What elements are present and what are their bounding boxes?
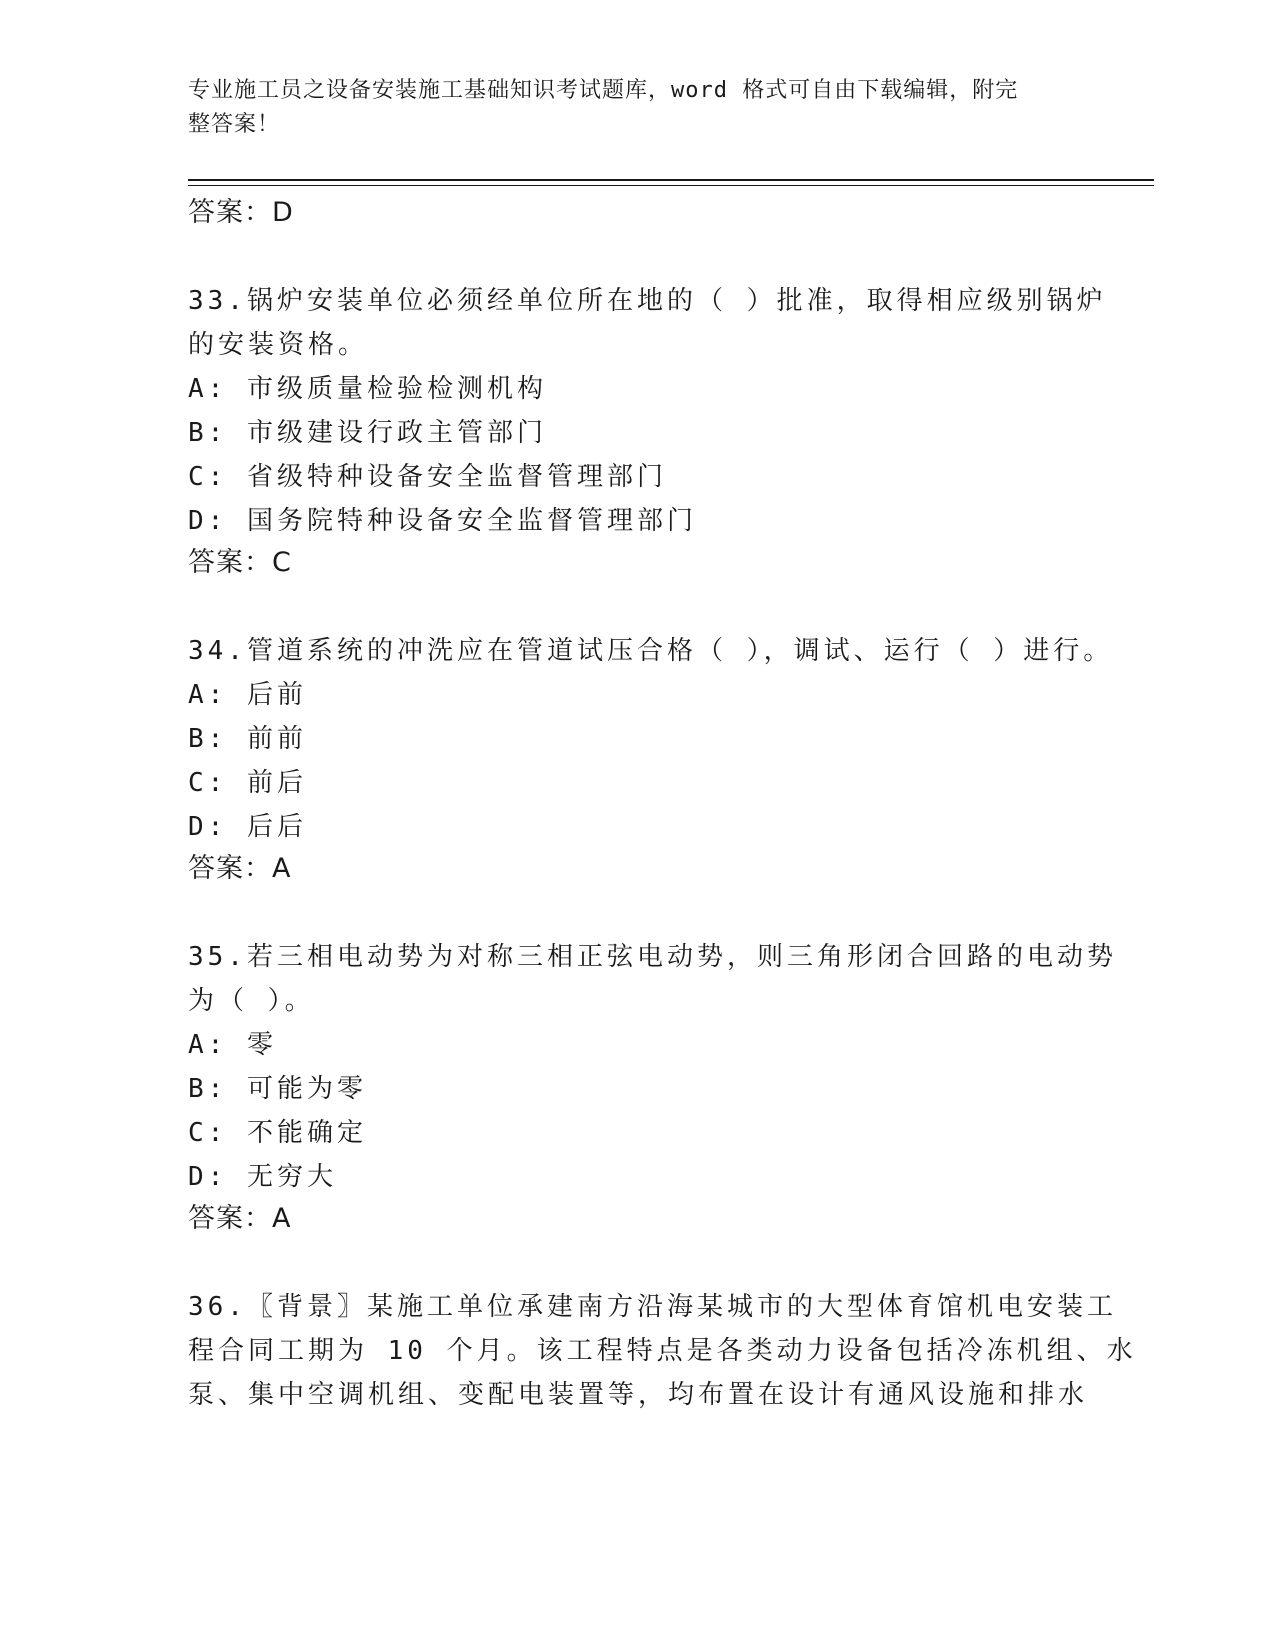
q35-option-d: D: 无穷大 xyxy=(188,1162,337,1192)
document-header xyxy=(188,74,1088,142)
header-rule-thin xyxy=(188,185,1154,186)
q35-option-c: C: 不能确定 xyxy=(188,1118,367,1148)
q36-stem-line-3: 泵、集中空调机组、变配电装置等，均布置在设计有通风设施和排水 xyxy=(188,1380,1089,1410)
q33-stem-line-2: 的安装资格。 xyxy=(188,330,369,360)
q33-stem-line-1: 33.锅炉安装单位必须经单位所在地的（ ）批准，取得相应级别锅炉 xyxy=(188,286,1107,316)
previous-answer: 答案：D xyxy=(188,197,294,228)
q34-answer: 答案：A xyxy=(188,853,292,884)
header-rule-thick xyxy=(188,179,1154,181)
q35-stem-line-1: 35.若三相电动势为对称三相正弦电动势，则三角形闭合回路的电动势 xyxy=(188,942,1117,972)
q34-stem-line-1: 34.管道系统的冲洗应在管道试压合格（ ），调试、运行（ ）进行。 xyxy=(188,636,1114,666)
q34-option-a: A: 后前 xyxy=(188,680,307,710)
header-line-2: 整答案！ xyxy=(188,112,281,137)
q33-option-d: D: 国务院特种设备安全监督管理部门 xyxy=(188,506,697,536)
q34-option-c: C: 前后 xyxy=(188,768,307,798)
q35-option-b: B: 可能为零 xyxy=(188,1074,367,1104)
q36-stem-line-1: 36.〖背景〗某施工单位承建南方沿海某城市的大型体育馆机电安装工 xyxy=(188,1292,1117,1322)
q33-option-b: B: 市级建设行政主管部门 xyxy=(188,418,547,448)
q35-stem-line-2: 为（ ）。 xyxy=(188,986,315,1016)
q34-option-d: D: 后后 xyxy=(188,812,307,842)
q35-option-a: A: 零 xyxy=(188,1030,277,1060)
q33-option-a: A: 市级质量检验检测机构 xyxy=(188,374,547,404)
header-line-1: 专业施工员之设备安装施工基础知识考试题库，word 格式可自由下载编辑，附完 xyxy=(188,78,1019,103)
q33-option-c: C: 省级特种设备安全监督管理部门 xyxy=(188,462,667,492)
q33-answer: 答案：C xyxy=(188,547,292,578)
q35-answer: 答案：A xyxy=(188,1203,292,1234)
q36-stem-line-2: 程合同工期为 10 个月。该工程特点是各类动力设备包括冷冻机组、水 xyxy=(188,1336,1137,1366)
q34-option-b: B: 前前 xyxy=(188,724,307,754)
